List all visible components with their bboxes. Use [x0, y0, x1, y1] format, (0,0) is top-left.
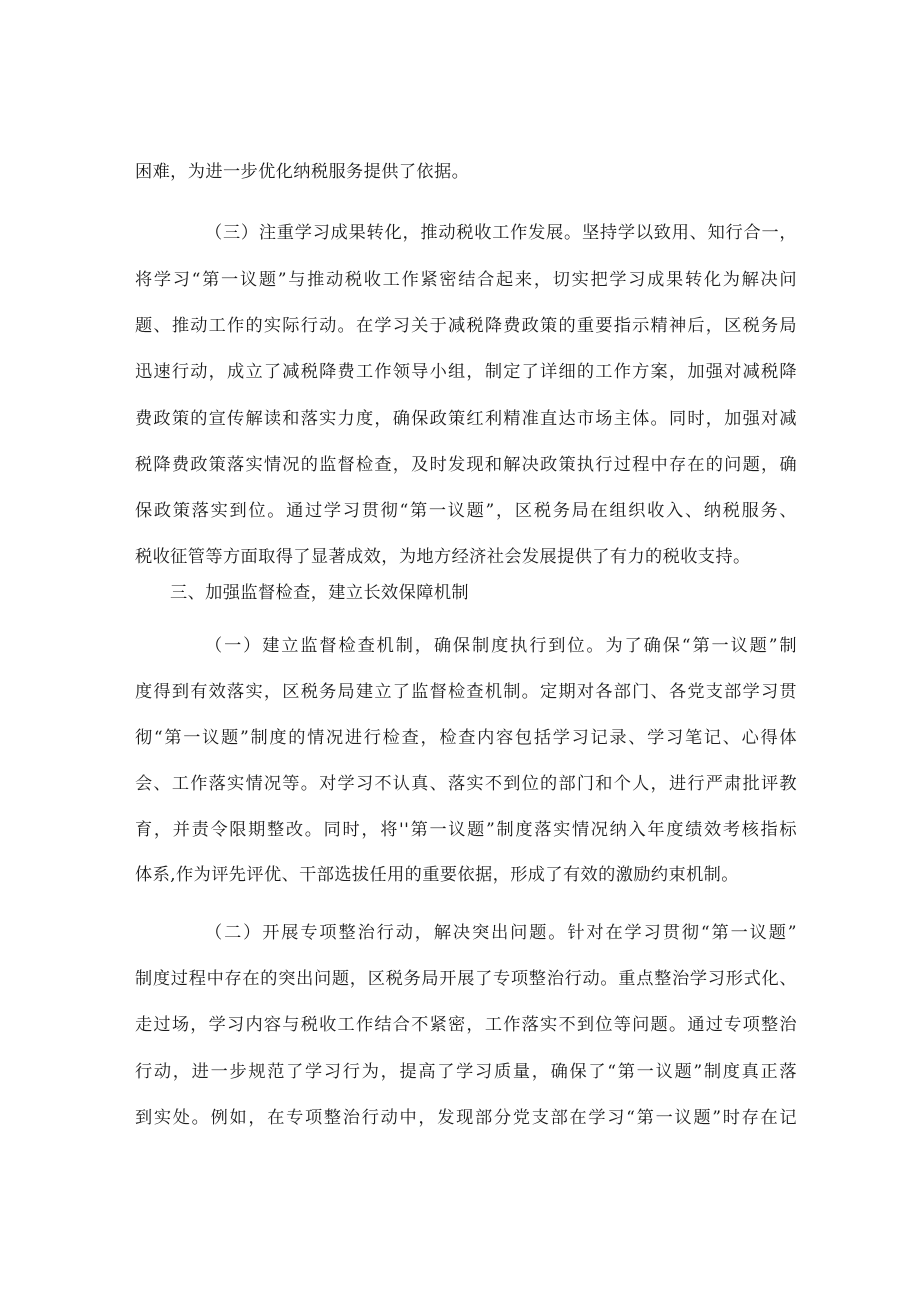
text-line: （三）注重学习成果转化，推动税收工作发展。坚持学以致用、知行合一，	[205, 223, 797, 243]
text-line: 将学习“第一议题”与推动税收工作紧密结合起来，切实把学习成果转化为解决问	[135, 270, 797, 290]
text-line: 制度过程中存在的突出问题，区税务局开展了专项整治行动。重点整治学习形式化、	[135, 969, 797, 989]
text-line: 行动，进一步规范了学习行为，提高了学习质量，确保了“第一议题”制度真正落	[135, 1062, 797, 1082]
text-line: 费政策的宣传解读和落实力度，确保政策红利精准直达市场主体。同时，加强对减	[135, 409, 797, 429]
section-heading: 三、加强监督检查，建立长效保障机制	[170, 583, 469, 603]
text-line: 走过场，学习内容与税收工作结合不紧密，工作落实不到位等问题。通过专项整治	[135, 1015, 797, 1035]
text-line: 迅速行动，成立了减税降费工作领导小组，制定了详细的工作方案，加强对减税降	[135, 362, 797, 382]
text-line: 度得到有效落实，区税务局建立了监督检查机制。定期对各部门、各党支部学习贯	[135, 682, 797, 702]
text-line: 税收征管等方面取得了显著成效，为地方经济社会发展提供了有力的税收支持。	[135, 547, 751, 567]
text-line: 彻“第一议题”制度的情况进行检查，检查内容包括学习记录、学习笔记、心得体	[135, 728, 797, 748]
text-line: 题、推动工作的实际行动。在学习关于减税降费政策的重要指示精神后，区税务局	[135, 316, 797, 336]
text-line: 育，并责令限期整改。同时，将''第一议题”制度落实情况纳入年度绩效考核指标	[135, 820, 797, 840]
text-line: （一）建立监督检查机制，确保制度执行到位。为了确保“第一议题”制	[205, 636, 797, 656]
text-line: 保政策落实到位。通过学习贯彻“第一议题”，区税务局在组织收入、纳税服务、	[135, 501, 797, 521]
text-line: （二）开展专项整治行动，解决突出问题。针对在学习贯彻“第一议题”	[205, 923, 797, 943]
text-line: 税降费政策落实情况的监督检查，及时发现和解决政策执行过程中存在的问题，确	[135, 455, 797, 475]
text-line: 困难，为进一步优化纳税服务提供了依据。	[135, 162, 470, 182]
text-line: 到实处。例如，在专项整治行动中，发现部分党支部在学习“第一议题”时存在记	[135, 1108, 797, 1128]
text-line: 体系,作为评先评优、干部选拔任用的重要依据，形成了有效的激励约束机制。	[135, 865, 739, 885]
text-line: 会、工作落实情况等。对学习不认真、落实不到位的部门和个人，进行严肃批评教	[135, 774, 797, 794]
